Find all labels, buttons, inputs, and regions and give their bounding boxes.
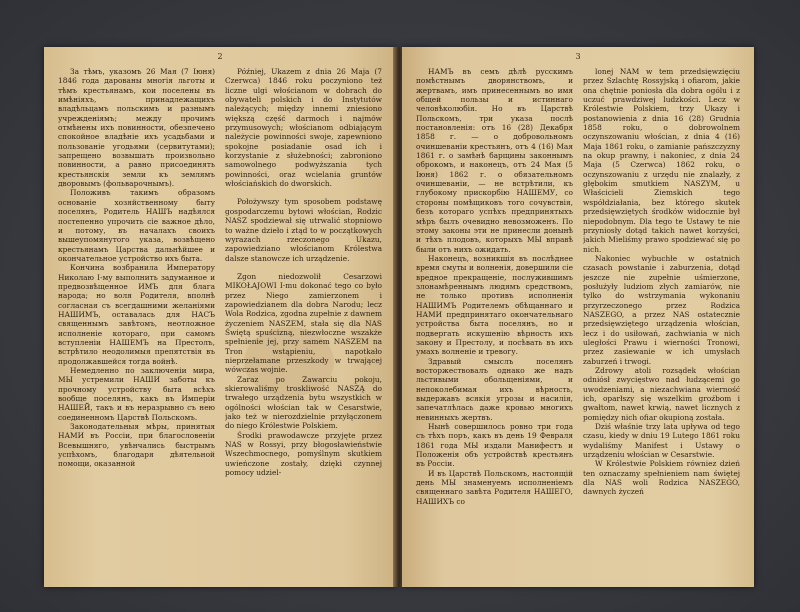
page-number: 3 [575,52,581,61]
text-columns [416,67,740,579]
paragraph: Zaraz po Zawarciu pokoju, skierowaliśmy troskliwość NASZĄ do trwałego urządzenia bytu wszystkich w ogólności włościan tak w Cesarstwie, jako też w nierozdzielnie przyłączonem do niego Królestwie Polskiem. [225,374,382,431]
russian-column [58,67,215,579]
paragraph: Położywszy tym sposobem podstawę gospodarczemu bytowi włościan, Rodzic NASZ spodziewał się utrwalić stopniowo to ważne dzieło i ztąd to w początkowych wyrazach rzeczonego Ukazu, zapowiedziano włościanom Królestwa dalsze stanowcze ich urządzenie. [225,197,382,263]
paragraph: Законодательныя мѣры, принятыя НАМИ въ Россіи, при благословеніи Всевышняго, увѣнчались быстрымъ успѣхомъ, благодаря дѣятельной помощи, оказанной [58,422,215,469]
paragraph: Кончина возбранила Императору Николаю I-му выполнить задуманное и предвозвѣщенное ИМЪ для блага народа; но воля Родителя, вполнѣ согласная съ всегдашними желаніями НАШИМЪ, оставалась для НАСЪ священнымъ завѣтомъ, неотложное исполненіе котораго, при самомъ вступленіи НАШЕМЪ на Престолъ, встрѣтило неодолимыя препятствія въ продолжавшейся тогда войнѣ. [58,263,215,366]
paragraph: Środki prawodawcze przyjęte przez NAS w Rossyi, przy błogosławieństwie Wszechmocnego, pomyślnym skutkiem uwieńczone zostały, dzięki czynnej pomocy udziel- [225,430,382,478]
paragraph: Dziś właśnie trzy lata upływa od tego czasu, kiedy w dniu 19 Lutego 1861 roku wydaliśmy Manifest i Ustawy o urządzeniu włościan w Cesarstwie. [583,422,740,460]
paragraph: Положивъ такимъ образомъ основаніе хозяйственному быту поселянъ, Родитель НАШЪ надѣялся постепенно упрочить сіе важное дѣло, и потому, въ началахъ своихъ вышеупомянутого указа, возвѣщено крестьянамъ Царства дальнѣйшее и окончательное устройство ихъ быта. [58,188,215,263]
paragraph: Немедленно по заключеніи мира, МЫ устремили НАШИ заботы къ прочному устройству быта всѣхъ вообще поселянъ, какъ въ Имперіи НАШЕЙ, такъ и въ неразрывно съ нею соединенномъ Царствѣ Польскомъ. [58,366,215,422]
paragraph: Zdrowy atoli rozsądek włościan odniósł zwycięstwo nad łudzącemi go uwodzeniami, a niezachwiana wierność ich, oparłszy się wszelkim groźbom i gwałtom, nawet krwią, nawet licznych z pomiędzy nich ofiar okupioną została. [583,366,740,422]
russian-column [416,67,573,579]
paragraph: lonej NAM w tem przedsięwzięciu przez Szlachtę Rossyjską i ofiarom, jakie ona chętnie poniosła dla dobra ogólu i z uczuć prawdziwej ludzkości. Lecz w Królestwie Polskiem, trzy Ukazy i postanowienia z dnia 16 (28) Grudnia 1858 roku, o dobrowolnem oczynszowaniu włościan, z dnia 4 (16) Maja 1861 roku, o zamianie pańszczyzny na okup prawny, i nakoniec, z dnia 24 Maja (5 Czerwca) 1862 roku, o oczynszowaniu z urzędu nie znalazły, z głębokim smutkiem NASZYM, u Właścicieli Ziemskich tego współdziałania, bez którego skutek przedsięwziętych środków widocznie był niepodobnym. Dla tego te Ustawy te nie przyniosły dotąd takich nawet korzyści, jakich Mieliśmy prawo spodziewać się po nich. [583,67,740,254]
paragraph: НАМЪ въ семъ дѣлѣ русскимъ помѣстнымъ дворянствомъ, и жертвамъ, имъ принесеннымъ во имя общей пользы и истиннаго человѣколюбія. Но въ Царствѣ Польскомъ, три указа послѣ постановленія: отъ 16 (28) Декабря 1858 г. — о добровольномъ очиншеваніи крестьянъ, отъ 4 (16) Мая 1861 г. о замѣнѣ барщины законнымъ оброкомъ, и наконецъ, отъ 24 Мая (5 Іюня) 1862 г. о обязательномъ очиншеваніи, — не встрѣтили, къ глубокому прискорбію НАШЕМУ, со стороны помѣщиковъ того сочувствія, безъ котораго успѣхъ предпринятыхъ мѣръ былъ очевидно невозможенъ. По этому законы эти не принесли донынѣ и тѣхъ плодовъ, которыхъ МЫ вправѣ были отъ нихъ ожидать. [416,67,573,254]
paragraph: Później, Ukazem z dnia 26 Maja (7 Czerwca) 1846 roku poczyniono też liczne ulgi włościanom w dobrach do obywateli polskich i do Instytutów należących; między innemi zniesiono większą część darmoch i najmów przymusowych; włościanom odbiającym należycie powinności swoje, zapewniono spokojne posiadanie osad ich i korzystanie z służebności; zabroniono samowolnego podwyższania tych powinności, oraz wcielania gruntów włościańskich do dworskich. [225,67,382,189]
paragraph: Нынѣ совершилось ровно три года съ тѣхъ поръ, какъ въ день 19 Февраля 1861 года МЫ издали Манифестъ и Положенія объ устройствѣ крестьянъ въ Россіи. [416,422,573,469]
paragraph: Здравый смыслъ поселянъ восторжествовалъ однако же надъ льстивыми обольщеніями, и непоколебимая ихъ вѣрность, выдержавъ всякія угрозы и насилія, запечатлѣлась даже кровью многихъ невинныхъ жертвъ. [416,356,573,422]
paragraph: За тѣмъ, указомъ 26 Мая (7 Іюня) 1846 года дарованы многія льготы и тѣмъ крестьянамъ, кои поселены въ имѣніяхъ, принадлежащихъ владѣльцамъ польскимъ и разнымъ учрежденіямъ; между прочимъ отмѣнены ихъ повинности, обезпечено спокойное владѣніе ихъ усадьбами и пользованіе угодьями (сервитутами); запрещено возвышать произвольно повинности, а равно присоединять крестьянскія земли къ землямъ дворовымъ (фольварочнымъ). [58,67,215,189]
text-columns [58,67,382,579]
paragraph: Наконецъ, возникшія въ послѣднее время смуты и волненія, довершили сіе вредное прекращеніе, послужившимъ злонамѣреннымъ людямъ средствомъ, не только противъ исполненія НАШИМЪ Родителемъ обѣщаннаго и НАМИ предпринятаго окончательнаго устройства быта поселянъ, но и подвергать искушенію вѣрность ихъ закону и Престолу, и посѣвать въ ихъ умахъ волненіе и тревогу. [416,253,573,357]
paragraph: Zgon niedozwolił Cesarzowi MIKOŁAJOWI I-mu dokonać tego co było przez Niego zamierzonem i zapowiedzianem dla dobra Narodu; lecz Wola Rodzica, zgodna zupełnie z dawnem życzeniem NASZEM, stała się dla NAS Świętą spuścizną, niezwłoczne wszakże spełnienie jej, przy samem NASZEM na Tron wstąpieniu, napotkało nieprzełamane przeszkody w trwającej wówczas wojnie. [225,271,382,375]
polish-column [583,67,740,579]
right-page [402,47,754,587]
paragraph: W Królestwie Polskiem równiez dzień ten oznaczamy spełnieniem nam świętej dla NAS woli Rodzica NASZEGO, dawnych życzeń [583,459,740,497]
polish-column [225,67,382,579]
left-page [44,47,396,587]
paragraph: И въ Царствѣ Польскомъ, настоящій день МЫ знаменуемъ исполненіемъ священнаго завѣта Родителя НАШЕГО, НАШИХЪ со [416,468,573,506]
page-number: 2 [217,52,223,61]
paragraph: Nakoniec wybuchłe w ostatnich czasach powstanie i zaburzenia, dotąd jeszcze nie zupełnie uśmierzone, posłużyły ludziom złych zamiarów, nie tylko do wstrzymania wykonaniu przyrzeczonego przez Rodzica NASZEGO, a przez NAS ostatecznie przedsięwziętego urządzenia włościan, lecz i do usiłowań, zachwiania w nich uległości Prawu i wierności Tronowi, przez zasiewanie w ich umysłach zaburzeń i trwogi. [583,253,740,366]
